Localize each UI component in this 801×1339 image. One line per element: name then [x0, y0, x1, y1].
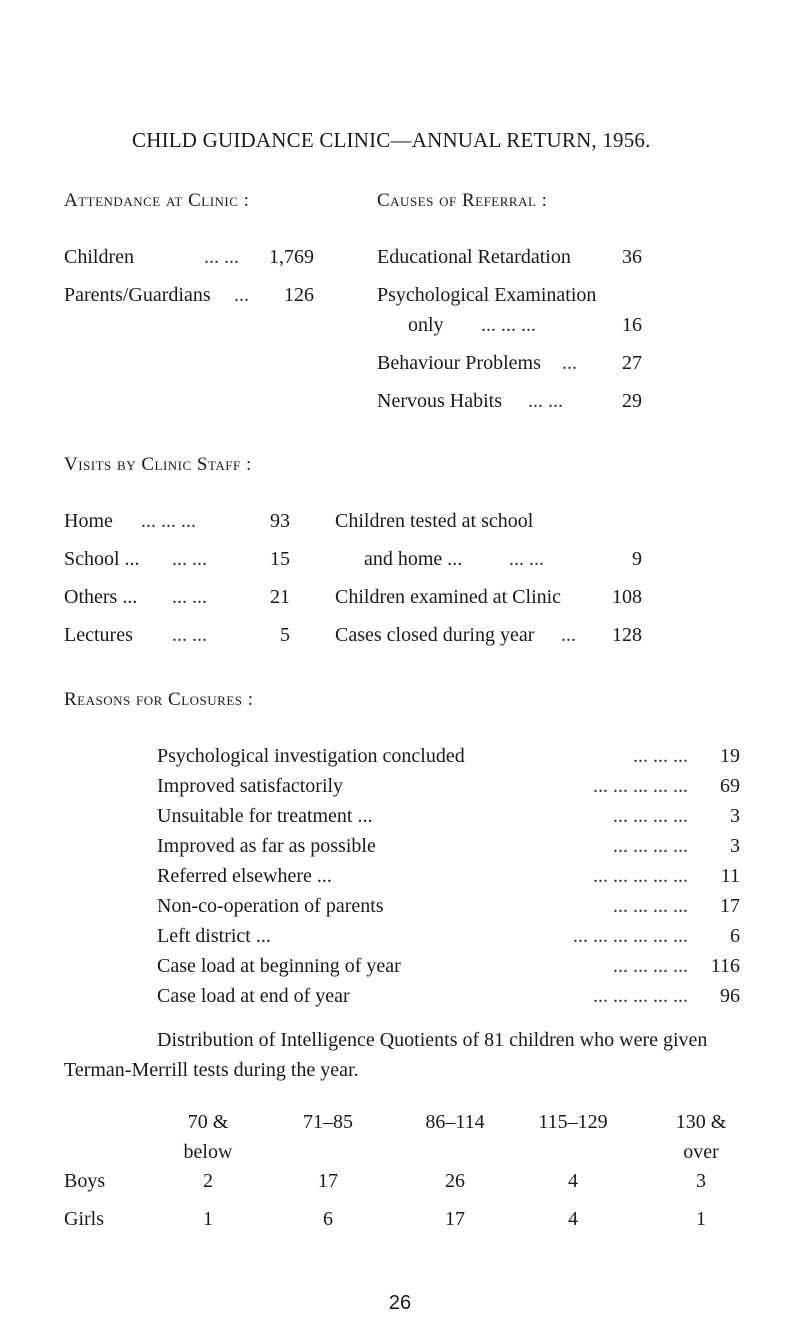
iq-row-label: Girls [64, 1208, 104, 1230]
closure-label: Left district ... [157, 925, 271, 947]
closure-dots: ... ... ... [633, 745, 688, 767]
page-number: 26 [388, 1292, 412, 1314]
closure-label: Psychological investigation concluded [157, 745, 465, 767]
visits-dots-lectures: ... ... [172, 624, 207, 646]
examined-label: Children examined at Clinic [335, 586, 562, 608]
closure-label: Case load at beginning of year [157, 955, 401, 977]
closure-dots: ... ... ... ... ... ... [573, 925, 688, 947]
iq-cell: 4 [568, 1208, 578, 1230]
page-title: CHILD GUIDANCE CLINIC—ANNUAL RETURN, 1956. [132, 128, 651, 152]
closure-value: 6 [730, 925, 740, 947]
iq-cell: 4 [568, 1170, 578, 1192]
closure-label: Improved as far as possible [157, 835, 376, 857]
iq-cell: 3 [696, 1170, 706, 1192]
referral-label-behaviour: Behaviour Problems [377, 352, 541, 374]
closure-value: 11 [720, 865, 740, 887]
referral-dots-only: ... ... ... [481, 314, 536, 336]
iq-column-header: 130 & [675, 1111, 727, 1133]
attendance-dots-children: ... ... [204, 246, 239, 268]
referral-dots-nervous: ... ... [528, 390, 563, 412]
examined-value: 108 [612, 586, 642, 608]
closure-label: Case load at end of year [157, 985, 350, 1007]
closure-label: Referred elsewhere ... [157, 865, 332, 887]
attendance-label-children: Children [64, 246, 134, 268]
visits-dots-others: ... ... [172, 586, 207, 608]
visits-label-home: Home [64, 510, 113, 532]
closure-value: 17 [720, 895, 740, 917]
iq-row-label: Boys [64, 1170, 106, 1192]
referral-value-behaviour: 27 [622, 352, 642, 374]
cases-closed-dots: ... [561, 624, 576, 646]
iq-cell: 1 [203, 1208, 213, 1230]
iq-intro-paragraph: Distribution of Intelligence Quotients of 81 children who were given Terman-Merrill tests during the year. [64, 1029, 708, 1081]
iq-cell: 17 [445, 1208, 465, 1230]
attendance-value-parents: 126 [284, 284, 314, 306]
cases-closed-value: 128 [612, 624, 642, 646]
attendance-value-children: 1,769 [269, 246, 314, 268]
closure-value: 69 [720, 775, 740, 797]
tested-label-home: and home ... [364, 548, 463, 570]
closure-dots: ... ... ... ... ... [593, 985, 688, 1007]
referral-heading: Causes of Referral : [377, 190, 548, 211]
iq-column-header: 70 & [187, 1111, 229, 1133]
visits-value-others: 21 [270, 586, 290, 608]
iq-column-header-line2: below [183, 1141, 233, 1163]
visits-value-lectures: 5 [280, 624, 290, 646]
closure-value: 19 [720, 745, 740, 767]
closure-dots: ... ... ... ... ... [593, 865, 688, 887]
closure-dots: ... ... ... ... [613, 895, 688, 917]
closure-label: Improved satisfactorily [157, 775, 344, 797]
visits-label-others: Others ... [64, 586, 138, 608]
referral-label-psychological: Psychological Examination [377, 284, 597, 306]
closure-label: Unsuitable for treatment ... [157, 805, 373, 827]
closure-value: 3 [730, 835, 740, 857]
iq-cell: 26 [445, 1170, 465, 1192]
iq-cell: 1 [696, 1208, 706, 1230]
referral-label-educational: Educational Retardation [377, 246, 571, 268]
closure-value: 3 [730, 805, 740, 827]
attendance-dots-parents: ... [234, 284, 249, 306]
iq-column-header: 115–129 [538, 1111, 608, 1133]
closures-heading: Reasons for Closures : [64, 689, 254, 710]
visits-value-home: 93 [270, 510, 290, 532]
visits-value-school: 15 [270, 548, 290, 570]
referral-dots-behaviour: ... [562, 352, 577, 374]
referral-value-only: 16 [622, 314, 642, 336]
closure-dots: ... ... ... ... [613, 835, 688, 857]
closure-value: 116 [710, 955, 740, 977]
iq-cell: 6 [323, 1208, 333, 1230]
visits-heading: Visits by Clinic Staff : [64, 454, 252, 475]
iq-cell: 2 [203, 1170, 213, 1192]
referral-label-only: only [408, 314, 444, 336]
iq-cell: 17 [318, 1170, 338, 1192]
referral-label-nervous: Nervous Habits [377, 390, 502, 412]
visits-dots-home: ... ... ... [141, 510, 196, 532]
referral-value-nervous: 29 [622, 390, 642, 412]
visits-dots-school: ... ... [172, 548, 207, 570]
attendance-heading: Attendance at Clinic : [64, 190, 250, 211]
iq-column-header: 71–85 [303, 1111, 353, 1133]
tested-dots-home: ... ... [509, 548, 544, 570]
iq-column-header-line2: over [683, 1141, 719, 1163]
attendance-label-parents: Parents/Guardians [64, 284, 211, 306]
closure-dots: ... ... ... ... [613, 805, 688, 827]
tested-value-home: 9 [632, 548, 642, 570]
closure-label: Non-co-operation of parents [157, 895, 384, 917]
tested-label-school: Children tested at school [335, 510, 534, 532]
closure-value: 96 [720, 985, 740, 1007]
closure-dots: ... ... ... ... [613, 955, 688, 977]
visits-label-lectures: Lectures [64, 624, 133, 646]
cases-closed-label: Cases closed during year [335, 624, 535, 646]
iq-column-header: 86–114 [425, 1111, 485, 1133]
closure-dots: ... ... ... ... ... [593, 775, 688, 797]
referral-value-educational: 36 [622, 246, 642, 268]
visits-label-school: School ... [64, 548, 140, 570]
